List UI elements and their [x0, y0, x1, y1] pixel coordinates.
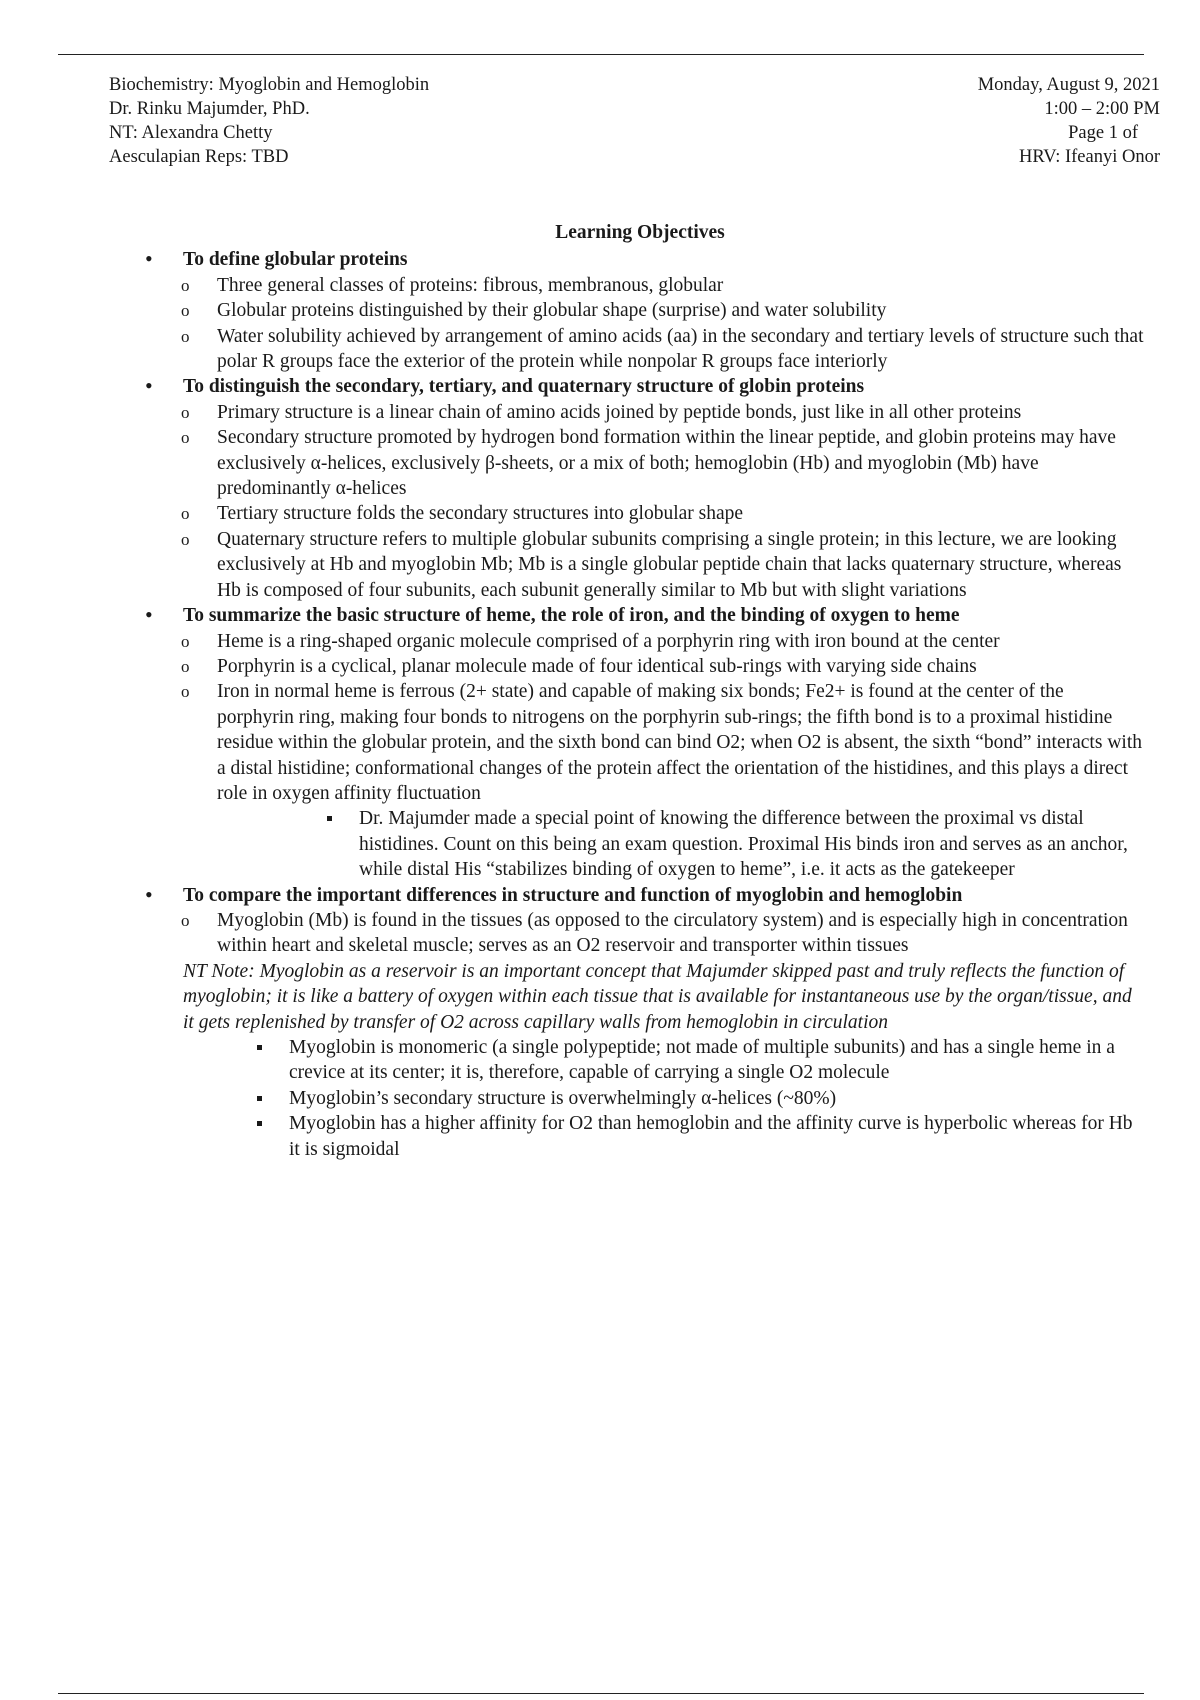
list-item: o Heme is a ring-shaped organic molecule comprised of a porphyrin ring with iron bound at the center	[145, 629, 1145, 654]
lecture-time: 1:00 – 2:00 PM	[1044, 99, 1160, 119]
list-item: Myoglobin has a higher affinity for O2 than hemoglobin and the affinity curve is hyperbolic whereas for Hb it is sigmoidal	[217, 1111, 1145, 1162]
sub-points	[217, 806, 1145, 882]
course-title: Biochemistry: Myoglobin and Hemoglobin	[109, 75, 430, 95]
list-item: o Water solubility achieved by arrangement of amino acids (aa) in the secondary and tertiary levels of structure such that polar R groups face the exterior of the protein while nonpolar R groups face interiorly	[145, 324, 1145, 375]
objective-item	[145, 374, 1145, 603]
objectives-list	[145, 247, 1145, 1162]
list-item: o Tertiary structure folds the secondary structures into globular shape	[145, 501, 1145, 526]
objective-heading: • To summarize the basic structure of heme, the role of iron, and the binding of oxygen to heme	[183, 605, 960, 627]
sub-points	[217, 1035, 1145, 1162]
objective-item	[145, 603, 1145, 882]
list-item: o Myoglobin (Mb) is found in the tissues (as opposed to the circulatory system) and is especially high in concentration within heart and skeletal muscle; serves as an O2 reservoir and transporter within tissues	[145, 908, 1145, 959]
list-item: o Porphyrin is a cyclical, planar molecule made of four identical sub-rings with varying side chains	[145, 654, 1145, 679]
list-item: Myoglobin is monomeric (a single polypeptide; not made of multiple subunits) and has a single heme in a crevice at its center; it is, therefore, capable of carrying a single O2 molecule	[217, 1035, 1145, 1086]
objective-points	[145, 629, 1145, 883]
list-item-text: Iron in normal heme is ferrous (2+ state) and capable of making six bonds; Fe2+ is found at the center of the porphyrin ring, making four bonds to nitrogens on the porphyrin sub-rings; the fifth bond is to a proximal histidine residue within the globular protein, and the sixth bond can bind O2; when O2 is absent, the sixth “bond” interacts with a distal histidine; conformational changes of the protein affect the orientation of the histidines, and this plays a direct role in oxygen affinity fluctuation	[217, 681, 1142, 804]
notetaker-name: NT: Alexandra Chetty	[109, 123, 273, 143]
nt-note: NT Note: Myoglobin as a reservoir is an important concept that Majumder skipped past and truly reflects the function of myoglobin; it is like a battery of oxygen within each tissue that is available for instantaneous use by the organ/tissue, and it gets replenished by transfer of O2 across capillary walls from hemoglobin in circulation	[183, 960, 1132, 1033]
list-item: o Primary structure is a linear chain of amino acids joined by peptide bonds, just like in all other proteins	[145, 400, 1145, 425]
objective-item	[145, 247, 1145, 374]
objective-heading: • To compare the important differences in structure and function of myoglobin and hemoglobin	[183, 884, 963, 906]
instructor-name: Dr. Rinku Majumder, PhD.	[109, 99, 310, 119]
objective-heading: • To define globular proteins	[183, 249, 408, 271]
lecture-date: Monday, August 9, 2021	[977, 75, 1160, 95]
document-body	[145, 220, 1145, 1162]
bottom-rule	[58, 1693, 1144, 1694]
page-number: Page 1 of	[1068, 123, 1138, 143]
objective-points	[145, 400, 1145, 603]
list-item: o Globular proteins distinguished by their globular shape (surprise) and water solubility	[145, 298, 1145, 323]
list-item: Dr. Majumder made a special point of knowing the difference between the proximal vs distal histidines. Count on this being an exam question. Proximal His binds iron and serves as an anchor, while distal His “stabilizes binding of oxygen to heme”, i.e. it acts as the gatekeeper	[287, 806, 1145, 882]
objective-points	[145, 273, 1145, 375]
list-item: o Three general classes of proteins: fibrous, membranous, globular	[145, 273, 1145, 298]
top-rule	[58, 54, 1144, 55]
reviewer-name: HRV: Ifeanyi Onor	[1019, 147, 1160, 167]
objective-points	[145, 908, 1145, 959]
list-item	[145, 679, 1145, 882]
objective-item	[145, 883, 1145, 1162]
header-right	[978, 73, 1160, 169]
reps-line: Aesculapian Reps: TBD	[109, 147, 289, 167]
list-item: o Quaternary structure refers to multiple globular subunits comprising a single protein; in this lecture, we are looking exclusively at Hb and myoglobin Mb; Mb is a single globular peptide chain that lacks quaternary structure, whereas Hb is composed of four subunits, each subunit generally similar to Mb but with slight variations	[145, 527, 1145, 603]
header-left	[109, 73, 429, 169]
page-title: Learning Objectives	[555, 222, 725, 243]
list-item: Myoglobin’s secondary structure is overwhelmingly α-helices (~80%)	[217, 1086, 1145, 1111]
list-item: o Secondary structure promoted by hydrogen bond formation within the linear peptide, and globin proteins may have exclusively α-helices, exclusively β-sheets, or a mix of both; hemoglobin (Hb) and myoglobin (Mb) have predominantly α-helices	[145, 425, 1145, 501]
objective-heading: • To distinguish the secondary, tertiary, and quaternary structure of globin proteins	[183, 376, 865, 398]
